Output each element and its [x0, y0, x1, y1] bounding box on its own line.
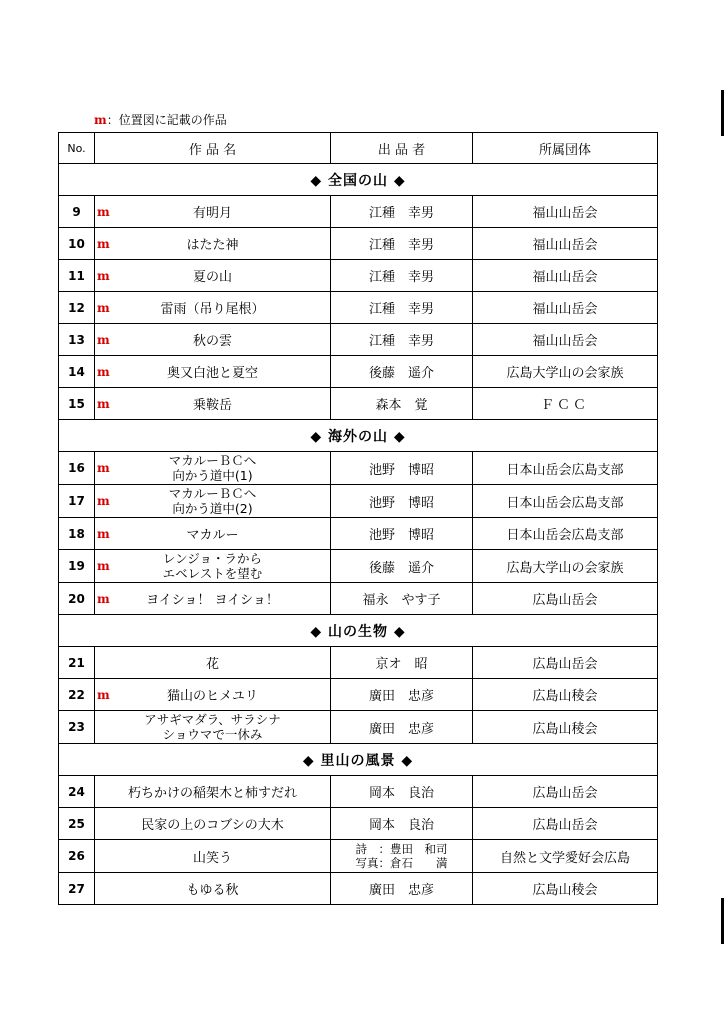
exhibitor-name: 岡本 良治 — [368, 818, 434, 833]
row-number: 11 — [59, 260, 95, 292]
affiliated-group: 日本山岳会広島支部 — [473, 485, 658, 518]
exhibitor-cell — [331, 647, 473, 679]
affiliated-group: 広島山稜会 — [473, 873, 658, 905]
position-mark-icon: m — [97, 461, 110, 475]
table-row — [59, 550, 658, 583]
exhibitor-cell — [331, 711, 473, 744]
affiliated-group: 福山山岳会 — [473, 260, 658, 292]
exhibitor-cell — [331, 292, 473, 324]
table-row — [59, 388, 658, 420]
exhibitor-name: 京オ 昭 — [375, 657, 428, 672]
work-title: レンジョ・ラから — [162, 551, 263, 566]
exhibitor-cell — [331, 550, 473, 583]
row-number: 26 — [59, 840, 95, 873]
row-number: 21 — [59, 647, 95, 679]
work-title: 向かう道中(2) — [172, 501, 253, 516]
exhibitor-name: 福永 やす子 — [362, 593, 441, 608]
work-title: 猫山のヒメユリ — [166, 689, 258, 704]
work-title-cell — [95, 647, 331, 679]
exhibitor-cell — [331, 518, 473, 550]
exhibitor-cell — [331, 452, 473, 485]
exhibitor-cell — [331, 808, 473, 840]
position-mark-icon: m — [97, 300, 110, 315]
affiliated-group: 自然と文学愛好会広島 — [473, 840, 658, 873]
table-row — [59, 356, 658, 388]
affiliated-group: 広島山岳会 — [473, 647, 658, 679]
row-number: 25 — [59, 808, 95, 840]
position-mark-icon: m — [97, 236, 110, 251]
table-row — [59, 873, 658, 905]
affiliated-group: 広島山岳会 — [473, 583, 658, 615]
section-header-row — [59, 164, 658, 196]
work-title-cell — [95, 776, 331, 808]
work-title: 民家の上のコブシの大木 — [141, 818, 284, 833]
exhibitor-name: 写真：倉石 満 — [355, 856, 448, 870]
table-row — [59, 324, 658, 356]
affiliated-group: 福山山岳会 — [473, 324, 658, 356]
section-heading: ◆ 里山の風景 ◆ — [59, 744, 658, 776]
work-title-cell — [95, 679, 331, 711]
table-row — [59, 583, 658, 615]
exhibitor-name: 廣田 忠彦 — [368, 689, 434, 704]
affiliated-group: 日本山岳会広島支部 — [473, 518, 658, 550]
table-row — [59, 452, 658, 485]
affiliated-group: 広島山稜会 — [473, 711, 658, 744]
exhibitor-name: 後藤 遥介 — [368, 560, 434, 576]
row-number: 15 — [59, 388, 95, 420]
work-title: 秋の雲 — [192, 334, 232, 349]
work-title-cell — [95, 452, 331, 485]
exhibitor-name: 江種 幸男 — [368, 334, 434, 349]
row-number: 18 — [59, 518, 95, 550]
row-number: 13 — [59, 324, 95, 356]
position-mark-icon: m — [97, 332, 110, 347]
table-row — [59, 840, 658, 873]
exhibitor-cell — [331, 776, 473, 808]
exhibitor-cell — [331, 260, 473, 292]
row-number: 17 — [59, 485, 95, 518]
work-title-cell — [95, 388, 331, 420]
work-title-cell — [95, 840, 331, 873]
table-row — [59, 260, 658, 292]
work-title: 花 — [205, 657, 219, 672]
row-number: 27 — [59, 873, 95, 905]
table-row — [59, 485, 658, 518]
work-title: アサギマダラ、サラシナ — [144, 712, 281, 727]
work-title-cell — [95, 808, 331, 840]
exhibitor-cell — [331, 228, 473, 260]
exhibitor-cell — [331, 324, 473, 356]
table-row — [59, 292, 658, 324]
table-row — [59, 711, 658, 744]
exhibitor-cell — [331, 196, 473, 228]
row-number: 23 — [59, 711, 95, 744]
work-title: 向かう道中(1) — [172, 468, 253, 483]
work-title: ヨイショ！ ヨイショ！ — [146, 593, 279, 608]
affiliated-group: 広島山岳会 — [473, 808, 658, 840]
work-title-cell — [95, 518, 331, 550]
exhibitor-cell — [331, 485, 473, 518]
work-title-cell — [95, 324, 331, 356]
row-number: 19 — [59, 550, 95, 583]
work-title: ショウマで一休み — [162, 727, 263, 742]
position-mark-icon: m — [97, 364, 110, 379]
work-title: 山笑う — [192, 850, 232, 866]
work-title: 雷雨（吊り尾根） — [160, 302, 265, 317]
row-number: 9 — [59, 196, 95, 228]
header-title: 作 品 名 — [95, 133, 331, 164]
header-row — [59, 133, 658, 164]
work-title-cell — [95, 550, 331, 583]
row-number: 12 — [59, 292, 95, 324]
affiliated-group: 広島山稜会 — [473, 679, 658, 711]
work-title-cell — [95, 583, 331, 615]
table-row — [59, 776, 658, 808]
exhibitor-name: 江種 幸男 — [368, 206, 434, 221]
row-number: 24 — [59, 776, 95, 808]
exhibitor-cell — [331, 679, 473, 711]
row-number: 16 — [59, 452, 95, 485]
exhibitor-cell — [331, 388, 473, 420]
position-mark-icon: m — [97, 396, 110, 411]
exhibitor-name: 廣田 忠彦 — [368, 721, 434, 737]
position-mark-icon: m — [97, 591, 110, 606]
work-title: 奥又白池と夏空 — [166, 366, 258, 381]
affiliated-group: 広島大学山の会家族 — [473, 550, 658, 583]
exhibitor-name: 江種 幸男 — [368, 270, 434, 285]
affiliated-group: 福山山岳会 — [473, 228, 658, 260]
work-title-cell — [95, 196, 331, 228]
header-no: No. — [59, 133, 95, 164]
table-row — [59, 808, 658, 840]
work-title: 朽ちかけの稲架木と柿すだれ — [127, 786, 297, 801]
header-exhibitor: 出 品 者 — [331, 133, 473, 164]
work-title-cell — [95, 292, 331, 324]
work-title: はたた神 — [186, 238, 239, 253]
position-mark-icon: m — [97, 687, 110, 702]
table-row — [59, 679, 658, 711]
position-mark-icon: m — [97, 494, 110, 508]
position-mark-icon: m — [94, 113, 107, 127]
table-row — [59, 647, 658, 679]
position-mark-icon: m — [97, 204, 110, 219]
table-row — [59, 518, 658, 550]
section-heading: ◆ 山の生物 ◆ — [59, 615, 658, 647]
work-title: エベレストを望む — [162, 566, 263, 581]
work-title-cell — [95, 711, 331, 744]
legend-text: ：位置図に記載の作品 — [106, 113, 227, 127]
affiliated-group: 福山山岳会 — [473, 292, 658, 324]
work-title-cell — [95, 260, 331, 292]
work-title: 有明月 — [192, 206, 232, 221]
exhibitor-name: 池野 博昭 — [368, 528, 434, 543]
work-title-cell — [95, 228, 331, 260]
affiliated-group: ＦＣＣ — [473, 388, 658, 420]
exhibitor-cell — [331, 356, 473, 388]
row-number: 22 — [59, 679, 95, 711]
works-table — [58, 132, 658, 905]
row-number: 14 — [59, 356, 95, 388]
table-body — [59, 164, 658, 905]
section-heading: ◆ 全国の山 ◆ — [59, 164, 658, 196]
section-header-row — [59, 744, 658, 776]
section-heading: ◆ 海外の山 ◆ — [59, 420, 658, 452]
table-row — [59, 228, 658, 260]
section-header-row — [59, 615, 658, 647]
exhibitor-name: 森本 覚 — [375, 398, 428, 413]
affiliated-group: 日本山岳会広島支部 — [473, 452, 658, 485]
work-title: 乗鞍岳 — [192, 398, 232, 413]
exhibitor-name: 詩 ：豊田 和司 — [355, 842, 448, 856]
table-row — [59, 196, 658, 228]
exhibitor-name: 江種 幸男 — [368, 302, 434, 317]
work-title-cell — [95, 873, 331, 905]
exhibitor-cell — [331, 583, 473, 615]
affiliated-group: 広島大学山の会家族 — [473, 356, 658, 388]
exhibitor-cell — [331, 873, 473, 905]
row-number: 10 — [59, 228, 95, 260]
exhibitor-name: 廣田 忠彦 — [368, 883, 434, 898]
position-mark-icon: m — [97, 526, 110, 541]
section-header-row — [59, 420, 658, 452]
row-number: 20 — [59, 583, 95, 615]
affiliated-group: 福山山岳会 — [473, 196, 658, 228]
exhibitor-name: 池野 博昭 — [368, 495, 434, 511]
exhibitor-cell — [331, 840, 473, 873]
exhibitor-name: 池野 博昭 — [368, 462, 434, 478]
exhibitor-name: 江種 幸男 — [368, 238, 434, 253]
header-group: 所属団体 — [473, 133, 658, 164]
work-title: 夏の山 — [192, 270, 232, 285]
work-title: もゆる秋 — [186, 883, 239, 898]
legend — [94, 112, 227, 128]
exhibitor-name: 後藤 遥介 — [368, 366, 434, 381]
exhibitor-name: 岡本 良治 — [368, 786, 434, 801]
work-title: マカルーＢＣへ — [168, 453, 257, 468]
position-mark-icon: m — [97, 559, 110, 573]
work-title-cell — [95, 356, 331, 388]
affiliated-group: 広島山岳会 — [473, 776, 658, 808]
work-title-cell — [95, 485, 331, 518]
position-mark-icon: m — [97, 268, 110, 283]
work-title: マカルー — [186, 528, 239, 543]
work-title: マカルーＢＣへ — [168, 486, 257, 501]
